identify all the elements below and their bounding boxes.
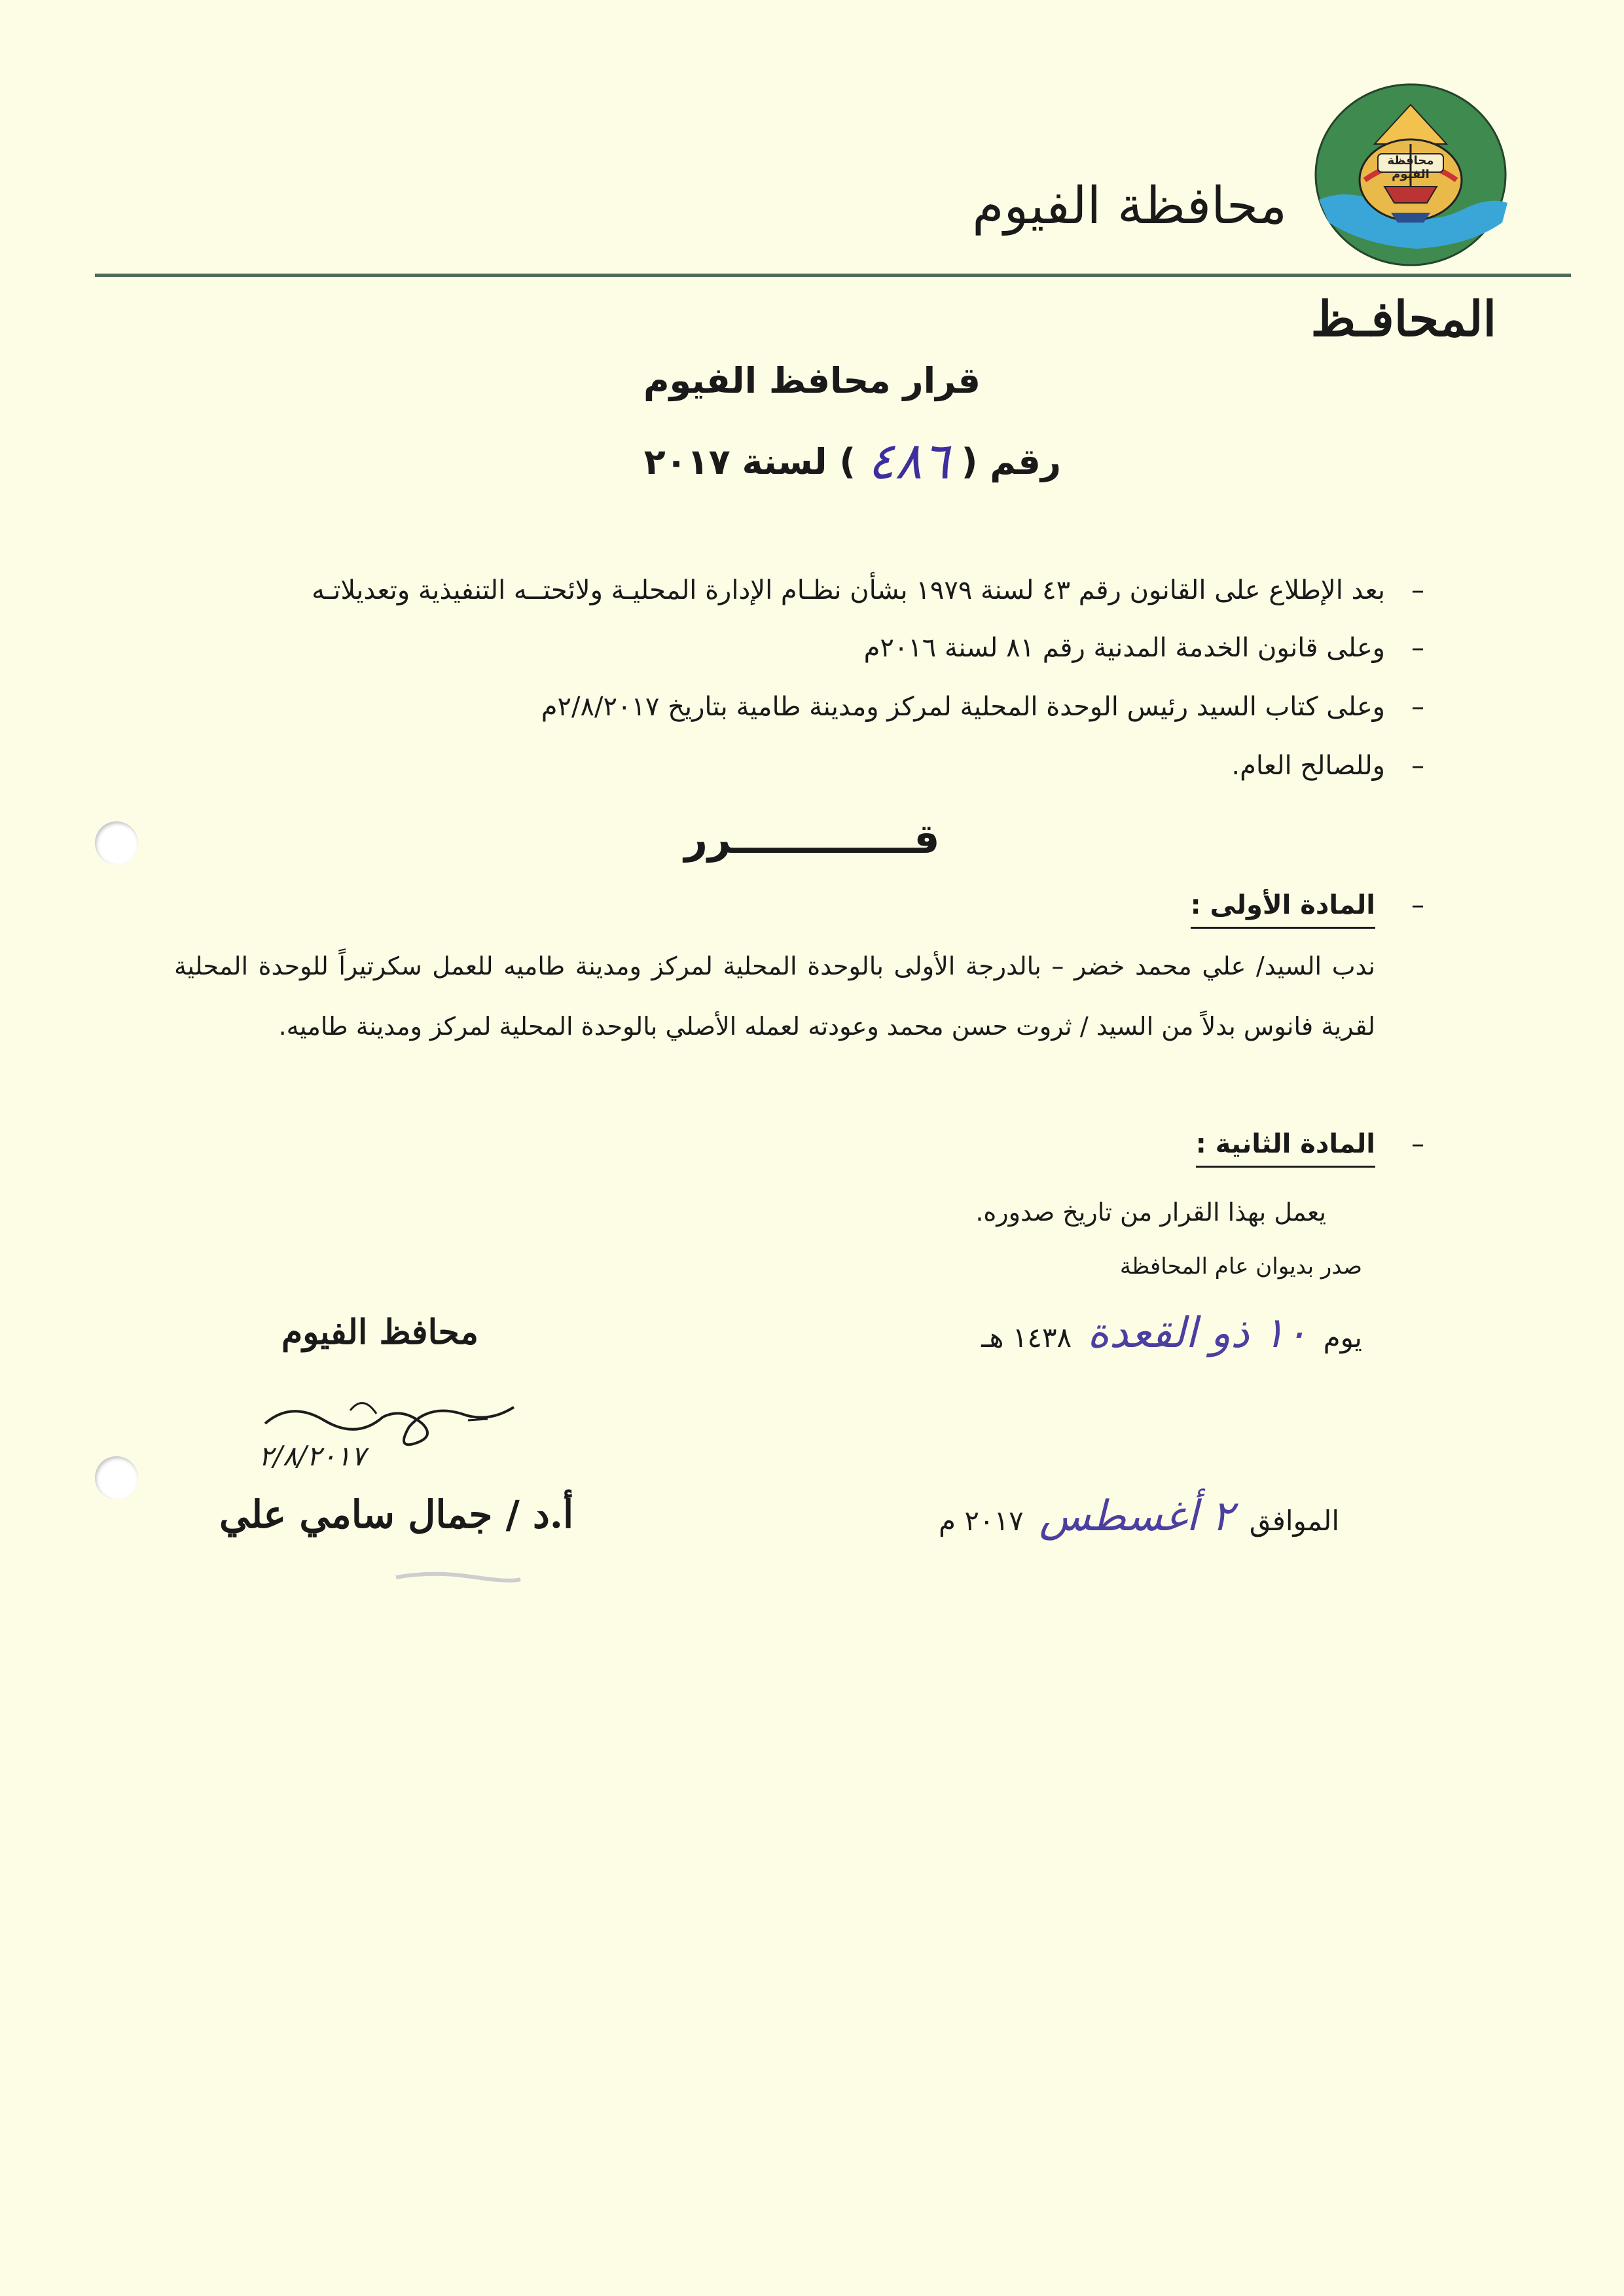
gregorian-date-handwritten: ٢ أغسطس	[1039, 1492, 1234, 1541]
preamble-item: –وعلى كتاب السيد رئيس الوحدة المحلية لمركز ومدينة طامية بتاريخ ٢/٨/٢٠١٧م	[541, 692, 1424, 722]
article-dash: –	[1411, 1129, 1424, 1159]
stamp-smudge	[393, 1568, 524, 1587]
preamble-item: –بعد الإطلاع على القانون رقم ٤٣ لسنة ١٩٧٩ بشأن نظـام الإدارة المحليـة ولائحتــه التنفيذية وتعديلاتـه	[312, 575, 1424, 605]
decree-number-prefix: رقم (	[961, 440, 1061, 482]
hijri-date-line	[981, 1309, 1362, 1357]
decree-number-suffix: ) لسنة	[742, 440, 856, 482]
punch-hole-bottom	[95, 1456, 138, 1499]
article-1-heading: المادة الأولى :	[1191, 890, 1375, 920]
gregorian-year: ٢٠١٧ م	[939, 1505, 1024, 1537]
hijri-date-handwritten: ١٠ ذو القعدة	[1087, 1309, 1308, 1357]
gregorian-date-line	[939, 1492, 1339, 1541]
article-1-text: ندب السيد/ علي محمد خضر – بالدرجة الأولى بالوحدة المحلية لمركز ومدينة طاميه للعمل سكرتيراً للوحدة المحلية لقرية فانوس بدلاً من السيد / ثروت حسن محمد وعودته لعمله الأصلي بالوحدة المحلية لمركز ومدينة طاميه.	[174, 952, 1375, 1041]
decree-number-handwritten: ٤٨٦	[867, 432, 950, 491]
article-dash: –	[1411, 890, 1424, 920]
decides-heading: قـــــــــــــرر	[684, 815, 940, 863]
preamble-item: –وعلى قانون الخدمة المدنية رقم ٨١ لسنة ٢٠١٦م	[863, 633, 1424, 663]
governorate-title: محافظة الفيوم	[972, 177, 1287, 236]
decree-number-line	[644, 432, 1061, 491]
hijri-day-label: يوم	[1323, 1321, 1362, 1354]
signer-name: أ.د / جمال سامي علي	[219, 1492, 574, 1537]
gregorian-label: الموافق	[1249, 1505, 1339, 1537]
article-2-heading: المادة الثانية :	[1196, 1129, 1375, 1159]
hijri-year: ١٤٣٨ هـ	[981, 1321, 1072, 1354]
header-divider	[95, 274, 1571, 277]
preamble-item: –وللصالح العام.	[1231, 751, 1424, 781]
decree-title: قرار محافظ الفيوم	[643, 360, 981, 401]
signature-handwritten-date: ٢/٨/٢٠١٧	[259, 1440, 366, 1472]
signatory-title: محافظ الفيوم	[281, 1312, 478, 1352]
logo-caption: محافظة الفيوم	[1387, 154, 1434, 181]
issued-at: صدر بديوان عام المحافظة	[1119, 1253, 1362, 1280]
governor-heading: المحافـظ	[1310, 291, 1496, 348]
article-2-text: يعمل بهذا القرار من تاريخ صدوره.	[975, 1198, 1326, 1227]
decree-year: ٢٠١٧	[643, 440, 731, 482]
